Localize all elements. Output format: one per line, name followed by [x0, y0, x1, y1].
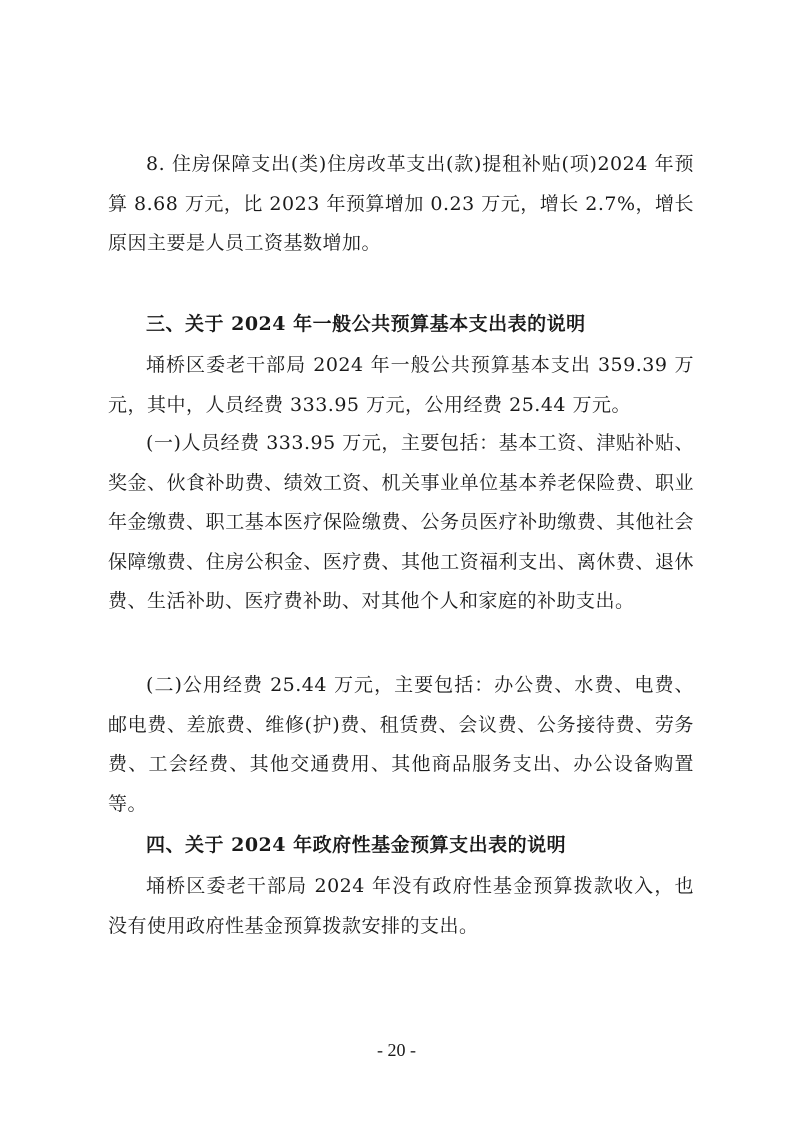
- section-3-body: 埇桥区委老干部局 2024 年一般公共预算基本支出 359.39 万元，其中，人员经费 333.95 万元，公用经费 25.44 万元。: [108, 354, 694, 416]
- paragraph-item-8: 8. 住房保障支出(类)住房改革支出(款)提租补贴(项)2024 年预算 8.68 万元，比 2023 年预算增加 0.23 万元，增长 2.7%，增长原因主要是人员工资基数增加。: [108, 153, 695, 254]
- section-3-heading: 三、关于 2024 年一般公共预算基本支出表的说明: [146, 313, 586, 335]
- section-4-body: 埇桥区委老干部局 2024 年没有政府性基金预算拨款收入，也没有使用政府性基金预算拨款安排的支出。: [108, 875, 694, 937]
- section-3-personnel-expenses: (一)人员经费 333.95 万元，主要包括：基本工资、津贴补贴、奖金、伙食补助费、绩效工资、机关事业单位基本养老保险费、职业年金缴费、职工基本医疗保险缴费、公务员医疗补助缴费、其他社会保障缴费、住房公积金、医疗费、其他工资福利支出、离休费、退休费、生活补助、医疗费补助、对其他个人和家庭的补助支出。: [108, 432, 694, 612]
- section-3-public-expenses: (二)公用经费 25.44 万元，主要包括：办公费、水费、电费、邮电费、差旅费、维修(护)费、租赁费、会议费、公务接待费、劳务费、工会经费、其他交通费用、其他商品服务支出、办公设备购置等。: [108, 674, 694, 815]
- page-number: - 20 -: [377, 1040, 416, 1060]
- section-4-heading: 四、关于 2024 年政府性基金预算支出表的说明: [146, 834, 567, 856]
